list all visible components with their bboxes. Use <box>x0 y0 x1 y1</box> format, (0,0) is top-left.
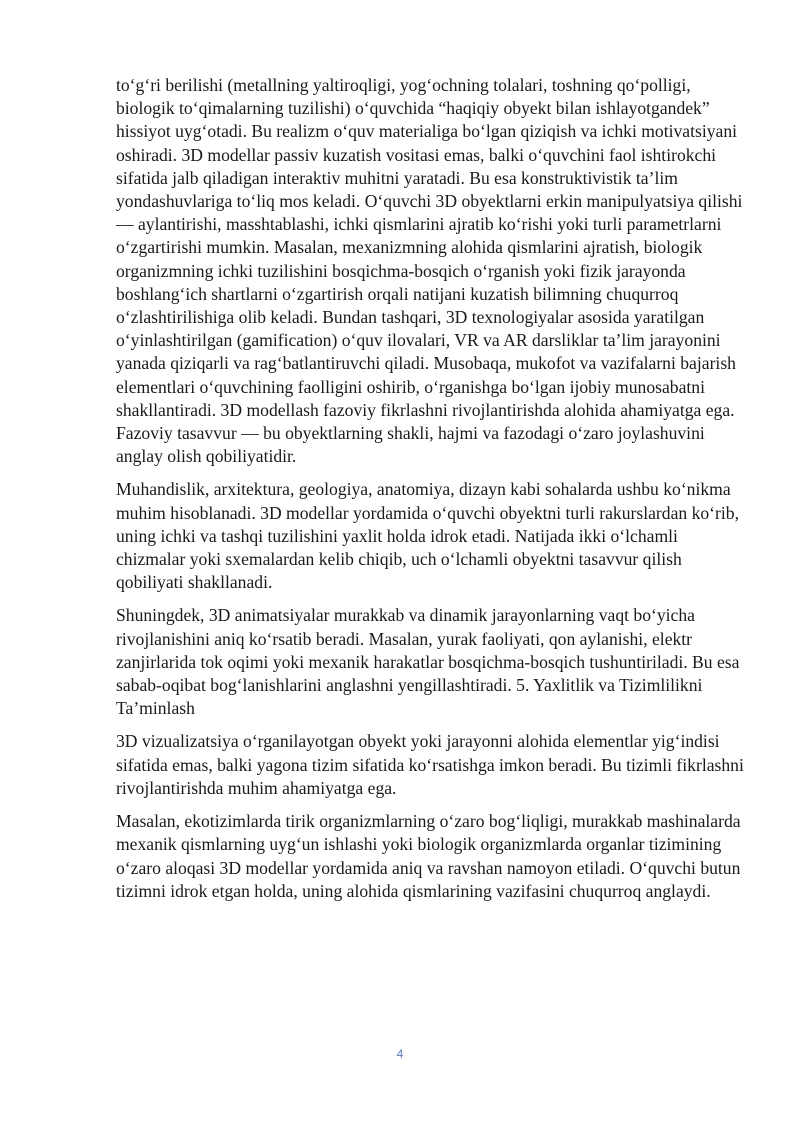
paragraph-1: to‘g‘ri berilishi (metallning yaltiroqligi, yog‘ochning tolalari, toshning qo‘polligi, biologik to‘qimalarning tuzilishi) o‘quvchida “haqiqiy obyekt bilan ishlayotgandek” hissiyot uyg‘otadi. Bu realizm o‘quv materialiga bo‘lgan qiziqish va ichki motivatsiyani oshiradi. 3D modellar passiv kuzatish vositasi emas, balki o‘quvchini faol ishtirokchi sifatida jalb qiladigan interaktiv muhitni yaratadi. Bu esa konstruktivistik ta’lim yondashuvlariga to‘liq mos keladi. O‘quvchi 3D obyektlarni erkin manipulyatsiya qilishi — aylantirishi, masshtablashi, ichki qismlarini ajratib ko‘rishi yoki turli parametrlarni o‘zgartirishi mumkin. Masalan, mexanizmning alohida qismlarini ajratish, biologik organizmning ichki tuzilishini bosqichma-bosqich o‘rganish yoki fizik jarayonda boshlang‘ich shartlarni o‘zgartirish orqali natijani kuzatish bilimning chuqurroq o‘zlashtirilishiga olib keladi. Bundan tashqari, 3D texnologiyalar asosida yaratilgan o‘yinlashtirilgan (gamification) o‘quv ilovalari, VR va AR darsliklar ta’lim jarayonini yanada qiziqarli va rag‘batlantiruvchi qiladi. Musobaqa, mukofot va vazifalarni bajarish elementlari o‘quvchining faolligini oshirib, o‘rganishga bo‘lgan ijobiy munosabatni shakllantiradi. 3D modellash fazoviy fikrlashni rivojlantirishda alohida ahamiyatga ega. Fazoviy tasavvur — bu obyektlarning shakli, hajmi va fazodagi o‘zaro joylashuvini anglay olish qobiliyatidir. <box>116 75 743 467</box>
document-body <box>116 74 746 913</box>
paragraph-2: Muhandislik, arxitektura, geologiya, anatomiya, dizayn kabi sohalarda ushbu ko‘nikma muhim hisoblanadi. 3D modellar yordamida o‘quvchi obyektni turli rakurslardan ko‘rib, uning ichki va tashqi tuzilishini yaxlit holda idrok etadi. Natijada ikki o‘lchamli chizmalar yoki sxemalardan kelib chiqib, uch o‘lchamli obyektni tasavvur qilish qobiliyati shakllanadi. <box>116 479 739 593</box>
page-number: 4 <box>396 1047 404 1061</box>
paragraph-4: 3D vizualizatsiya o‘rganilayotgan obyekt yoki jarayonni alohida elementlar yig‘indisi sifatida emas, balki yagona tizim sifatida ko‘rsatishga imkon beradi. Bu tizimli fikrlashni rivojlantirishda muhim ahamiyatga ega. <box>116 731 744 798</box>
paragraph-3: Shuningdek, 3D animatsiyalar murakkab va dinamik jarayonlarning vaqt bo‘yicha rivojlanishini aniq ko‘rsatib beradi. Masalan, yurak faoliyati, qon aylanishi, elektr zanjirlarida tok oqimi yoki mexanik harakatlar bosqichma-bosqich tushuntiriladi. Bu esa sabab-oqibat bog‘lanishlarini anglashni yengillashtiradi. 5. Yaxlitlik va Tizimlilikni Ta’minlash <box>116 605 740 719</box>
paragraph-5: Masalan, ekotizimlarda tirik organizmlarning o‘zaro bog‘liqligi, murakkab mashinalarda mexanik qismlarning uyg‘un ishlashi yoki biologik organizmlarda organlar tizimining o‘zaro aloqasi 3D modellar yordamida aniq va ravshan namoyon etiladi. O‘quvchi butun tizimni idrok etgan holda, uning alohida qismlarining vazifasini chuqurroq anglaydi. <box>116 811 741 901</box>
